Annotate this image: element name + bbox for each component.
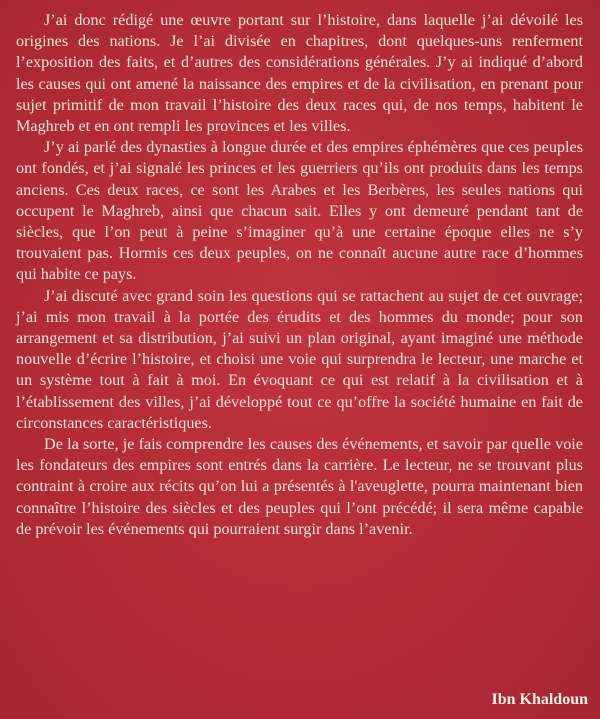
paragraph-1: J’ai donc rédigé une œuvre portant sur l’histoire, dans laquelle j’ai dévoilé les origines des nations. Je l’ai divisée en chapitres, dont quelques-uns renferment l’exposition des faits, et d’autres des considérations générales. J’y ai indiqué d’abord les causes qui ont amené la naissance des empires et de la civilisation, en prenant pour sujet primitif de mon travail l’histoire des deux races qui, de nos temps, habitent le Maghreb et en ont rempli les provinces et les villes. [16, 11, 583, 136]
paragraph-2: J’y ai parlé des dynasties à longue durée et des empires éphémères que ces peuples ont fondés, et j’ai signalé les princes et les guerriers qu’ils ont produits dans les temps anciens. Ces deux races, ce sont les Arabes et les Berbères, les seules nations qui occupent le Maghreb, ainsi que chacun sait. Elles y ont demeuré pendant tant de siècles, que l’on peut à peine s’imaginer qu’à une certaine époque elles ne s’y trouvaient pas. Hormis ces deux peuples, on ne connaît aucune autre race d’hommes qui habite ce pays. [16, 138, 583, 284]
author-signature: Ibn Khaldoun [491, 691, 588, 708]
paragraph-3: J’ai discuté avec grand soin les questions qui se rattachent au sujet de cet ouvrage; j’ai mis mon travail à la portée des érudits et des hommes du monde; pour son arrangement et sa distribution, j’ai suivi un plan original, ayant imaginé une méthode nouvelle d’écrire l’histoire, et choisi une voie qui surprendra le lecteur, une marche et un système tout à fait à moi. En évoquant ce qui est relatif à la civilisation et à l’établissement des villes, j’ai développé tout ce qu’offre la société humaine en fait de circonstances caractéristiques. [16, 286, 583, 432]
paragraph-4: De la sorte, je fais comprendre les causes des événements, et savoir par quelle voie les fondateurs des empires sont entrés dans la carrière. Le lecteur, ne se trouvant plus contraint à croire aux récits qu’on lui a présentés à l'aveuglette, pourra maintenant bien connaître l’histoire des siècles et des peuples qui l’ont précédé; il sera même capable de prévoir les événements qui pourraient surgir dans l’avenir. [16, 435, 583, 538]
